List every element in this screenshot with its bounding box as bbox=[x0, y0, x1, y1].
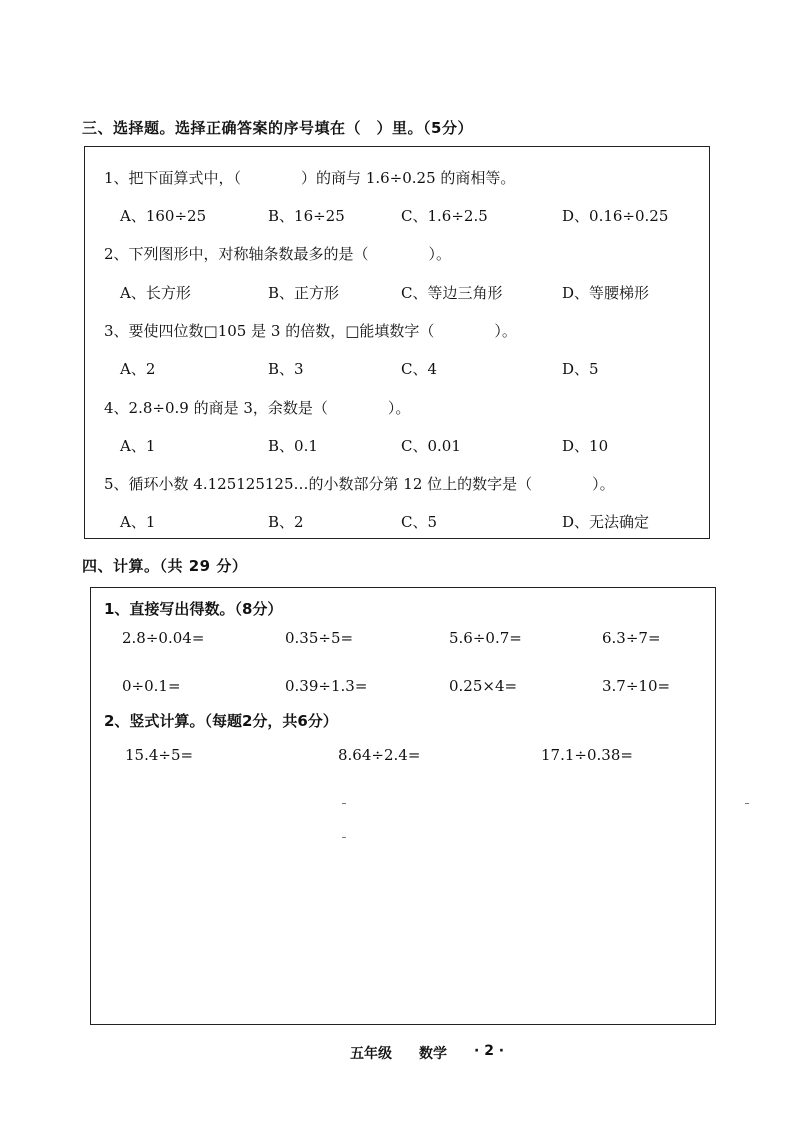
section-4-title: 四、计算。（共 29 分） bbox=[82, 557, 248, 575]
vertical-calc-1: 15.4÷5= bbox=[125, 746, 194, 764]
footer-grade: 五年级 bbox=[350, 1046, 392, 1062]
footer-subject: 数学 bbox=[419, 1046, 447, 1062]
oral-calc-2: 0.35÷5= bbox=[285, 629, 354, 647]
vertical-calc-2: 8.64÷2.4= bbox=[338, 746, 421, 764]
question-2-option-c: C、等边三角形 bbox=[401, 284, 503, 302]
question-5-option-c: C、5 bbox=[401, 513, 438, 531]
question-2-option-a: A、长方形 bbox=[120, 284, 191, 302]
question-4-option-b: B、0.1 bbox=[268, 437, 318, 455]
oral-calc-4: 6.3÷7= bbox=[602, 629, 661, 647]
question-3-stem: 3、要使四位数□105 是 3 的倍数，□能填数字（ ）。 bbox=[104, 322, 517, 340]
oral-calc-3: 5.6÷0.7= bbox=[449, 629, 522, 647]
question-3-option-d: D、5 bbox=[562, 360, 599, 378]
scan-speck bbox=[745, 803, 749, 804]
oral-calc-1: 2.8÷0.04= bbox=[122, 629, 205, 647]
oral-calc-8: 3.7÷10= bbox=[602, 677, 671, 695]
question-2-stem: 2、下列图形中，对称轴条数最多的是（ ）。 bbox=[104, 245, 452, 263]
footer-page-number: · 2 · bbox=[474, 1043, 505, 1059]
question-4-option-a: A、1 bbox=[120, 437, 156, 455]
question-1-stem: 1、把下面算式中，（ ）的商与 1.6÷0.25 的商相等。 bbox=[104, 169, 516, 187]
question-1-option-c: C、1.6÷2.5 bbox=[401, 207, 488, 225]
question-2-option-b: B、正方形 bbox=[268, 284, 340, 302]
question-3-option-a: A、2 bbox=[120, 360, 156, 378]
question-5-option-b: B、2 bbox=[268, 513, 304, 531]
part-2-title: 2、竖式计算。（每题2分，共6分） bbox=[104, 712, 338, 730]
part-1-title: 1、直接写出得数。（8分） bbox=[104, 600, 283, 618]
question-5-option-a: A、1 bbox=[120, 513, 156, 531]
scan-speck bbox=[342, 803, 346, 804]
question-4-option-d: D、10 bbox=[562, 437, 609, 455]
question-4-option-c: C、0.01 bbox=[401, 437, 461, 455]
vertical-calc-3: 17.1÷0.38= bbox=[541, 746, 633, 764]
section-3-title: 三、选择题。选择正确答案的序号填在（ ）里。（5分） bbox=[82, 119, 473, 137]
scan-speck bbox=[342, 837, 346, 838]
question-1-option-d: D、0.16÷0.25 bbox=[562, 207, 669, 225]
question-1-option-a: A、160÷25 bbox=[120, 207, 207, 225]
oral-calc-7: 0.25×4= bbox=[449, 677, 518, 695]
question-4-stem: 4、2.8÷0.9 的商是 3，余数是（ ）。 bbox=[104, 399, 411, 417]
question-5-option-d: D、无法确定 bbox=[562, 513, 650, 531]
oral-calc-5: 0÷0.1= bbox=[122, 677, 181, 695]
section-4-box bbox=[90, 587, 716, 1025]
question-1-option-b: B、16÷25 bbox=[268, 207, 345, 225]
question-5-stem: 5、循环小数 4.125125125…的小数部分第 12 位上的数字是（ ）。 bbox=[104, 475, 615, 493]
question-3-option-b: B、3 bbox=[268, 360, 304, 378]
question-2-option-d: D、等腰梯形 bbox=[562, 284, 650, 302]
question-3-option-c: C、4 bbox=[401, 360, 438, 378]
oral-calc-6: 0.39÷1.3= bbox=[285, 677, 368, 695]
